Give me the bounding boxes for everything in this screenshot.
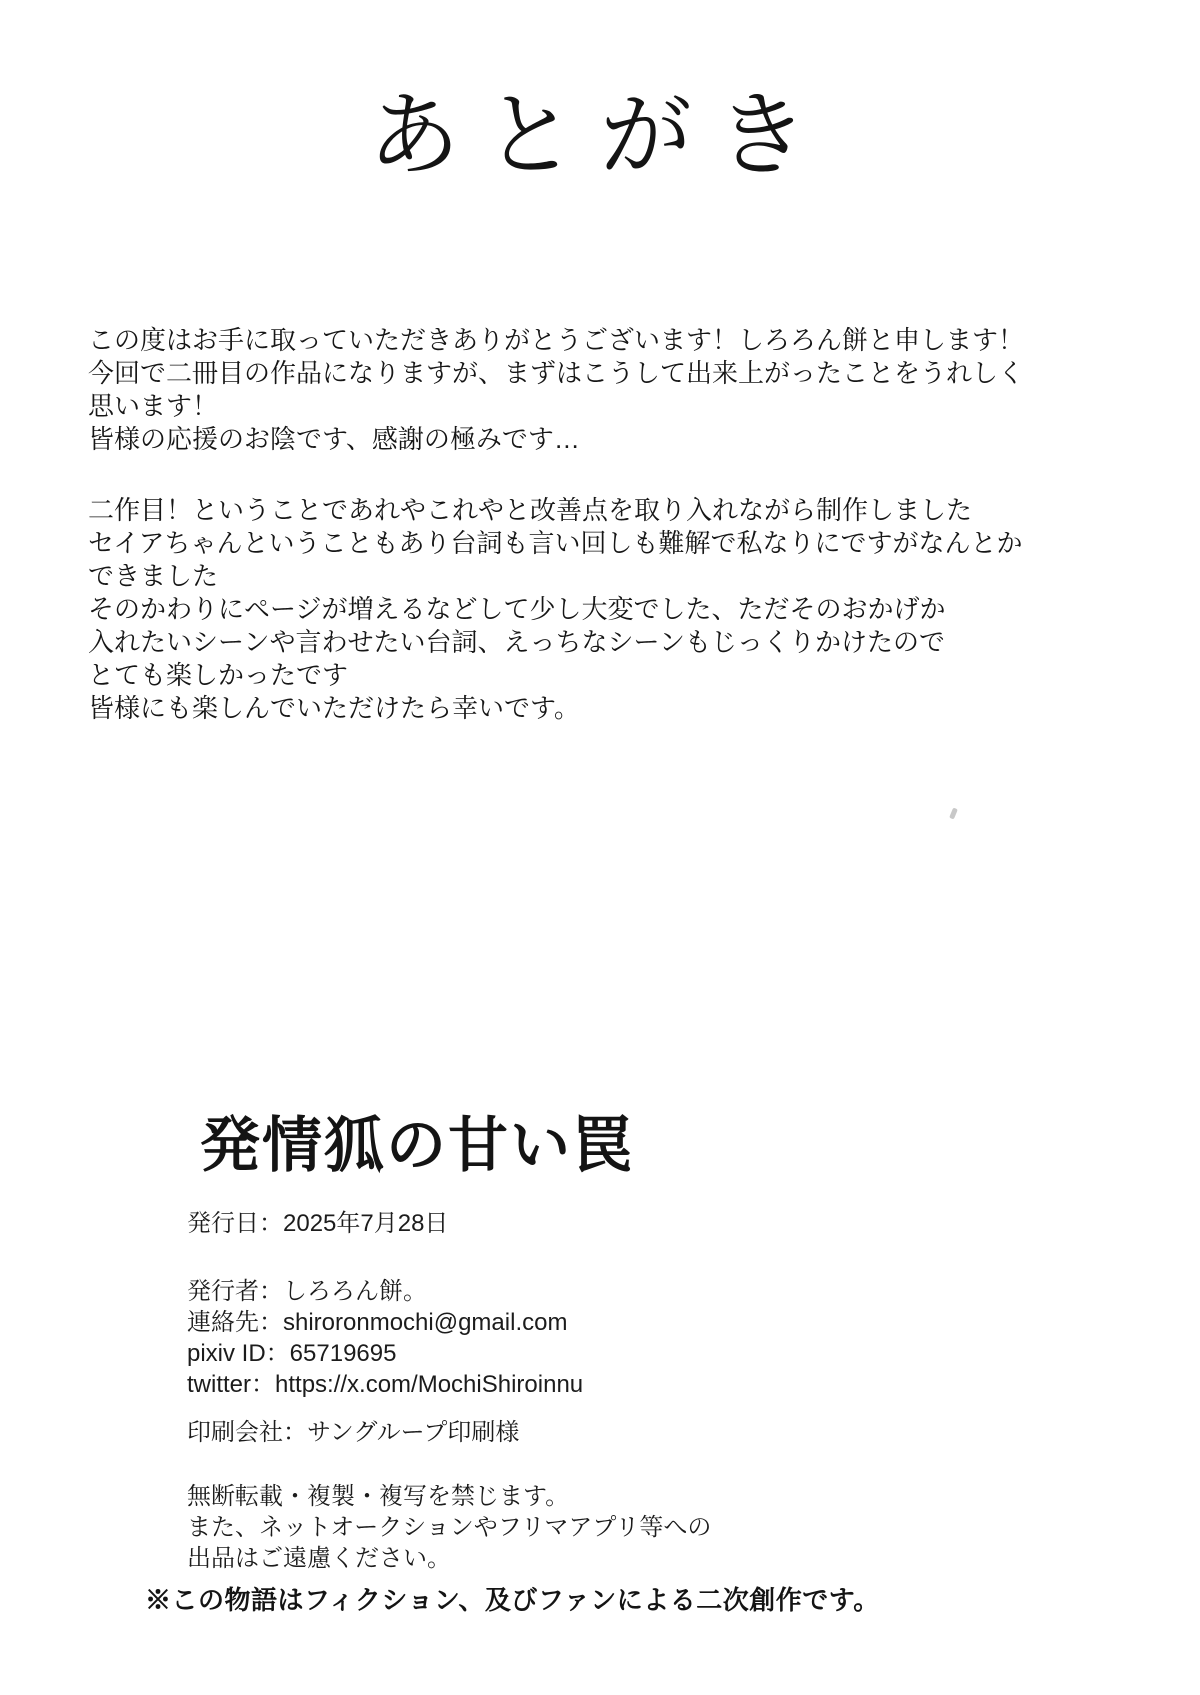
pixiv-id-line: pixiv ID：65719695 bbox=[187, 1340, 397, 1367]
page-title: あとがき bbox=[367, 82, 832, 189]
publisher-contact-group bbox=[187, 1276, 711, 1400]
text-line: とても楽しかったです bbox=[88, 660, 349, 690]
scan-speck bbox=[949, 807, 958, 819]
afterword-paragraph-1 bbox=[88, 324, 1128, 456]
afterword-text bbox=[88, 324, 1128, 725]
publisher-line: 発行者：しろろん餅。 bbox=[187, 1278, 427, 1305]
book-title: 発情狐の甘い罠 bbox=[200, 1112, 634, 1179]
colophon bbox=[187, 1098, 711, 1574]
publish-date-line: 発行日：2025年7月28日 bbox=[187, 1210, 449, 1237]
text-line: できました bbox=[88, 561, 219, 591]
text-line: 入れたいシーンや言わせたい台詞、えっちなシーンもじっくりかけたので bbox=[88, 627, 945, 657]
twitter-url-line: twitter：https://x.com/MochiShiroinnu bbox=[187, 1371, 584, 1398]
printer-line: 印刷会社：サングループ印刷様 bbox=[187, 1419, 520, 1446]
contact-email-line: 連絡先：shiroronmochi@gmail.com bbox=[187, 1309, 568, 1336]
text-line: セイアちゃんということもあり台詞も言い回しも難解で私なりにですがなんとか bbox=[88, 528, 1023, 558]
notice-line: 出品はご遠慮ください。 bbox=[187, 1545, 451, 1572]
afterword-paragraph-2 bbox=[88, 494, 1128, 725]
text-line: 皆様の応援のお陰です、感謝の極みです… bbox=[88, 424, 580, 454]
text-line: この度はお手に取っていただきありがとうございます！しろろん餅と申します！ bbox=[88, 325, 1025, 355]
copyright-notice bbox=[187, 1481, 711, 1574]
text-line: 思います！ bbox=[88, 391, 219, 421]
text-line: 今回で二冊目の作品になりますが、まずはこうして出来上がったことをうれしく bbox=[88, 358, 1025, 388]
text-line: 皆様にも楽しんでいただけたら幸いです。 bbox=[88, 693, 580, 723]
notice-line: また、ネットオークションやフリマアプリ等への bbox=[187, 1514, 712, 1541]
text-line: 二作目！ということであれやこれやと改善点を取り入れながら制作しました bbox=[88, 495, 973, 525]
text-line: そのかわりにページが増えるなどして少し大変でした、ただそのおかげか bbox=[88, 594, 946, 624]
fiction-disclaimer: ※この物語はフィクション、及びファンによる二次創作です。 bbox=[145, 1585, 880, 1615]
notice-line: 無断転載・複製・複写を禁じます。 bbox=[187, 1483, 570, 1510]
